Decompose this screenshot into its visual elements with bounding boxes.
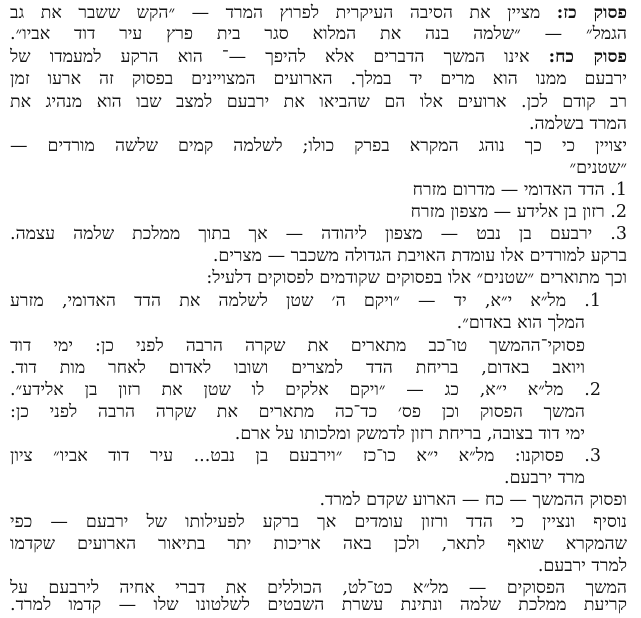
text-line-1: פסוק כז: מציין את הסיבה העיקרית לפרוץ המרד — ״הקש ששבר את גב — [10, 3, 627, 23]
text-line-22: מרד ירבעם. — [504, 468, 585, 488]
sub-item-1: 1. מל״א י״א, יד — ״ויקם ה׳ שטן לשלמה את הדד האדומי, מזרע — [10, 291, 601, 311]
text-line-16: פסוקי־ההמשך טו־כב מתארים את שקרה הרבה לפני כן: ימי דוד — [10, 336, 585, 356]
list-item-2: 2. רזון בן אלידע — מצפון מזרח — [410, 202, 627, 222]
sub-item-2: 2. מל״א י״א, כג — ״ויקם אלקים לו שטן את רזון בן אלידע״. — [10, 380, 601, 400]
verse-label-28: פסוק כח: — [548, 47, 627, 67]
text-line-20: ימי דוד בצובה, בריחת רזון לדמשק ומלכותו על ארם. — [234, 424, 585, 444]
text-line-7: יצויין כי כך נוהג המקרא בפרק כולו; לשלמה קמים שלשה מורדים — — [10, 136, 627, 156]
text-line-27: המשך הפסוקים — מל״א כט־לט, הכוללים את דברי אחיה לירבעם על — [10, 578, 627, 598]
list-item-3: 3. ירבעם בן נבט — מצפון ליהודה — אך בתוך ממלכת שלמה עצמה. — [10, 224, 627, 244]
text-line-6: המרד בשלמה. — [528, 114, 627, 134]
text-line-25: שהמקרא שואף לתאר, ולכן באה אריכות יתר בתיאור הארועים שקדמו — [10, 534, 627, 554]
list-item-1: 1. הדד האדומי — מדרום מזרח — [412, 180, 627, 200]
text-line-26: למרד ירבעם. — [537, 556, 627, 576]
text-line-19: המשך הפסוק וכן פס׳ כד־כה מתארים את שקרה הרבה לפני כן: — [10, 402, 585, 422]
text-line-8: ״שטנים״ — [569, 158, 627, 178]
text-line-15: המלך הוא באדום״. — [456, 313, 585, 333]
verse-label-27: פסוק כז: — [556, 3, 627, 23]
text-line-12: ברקע למורדים אלו עומדת האויבת הגדולה משכבר — מצרים. — [212, 246, 627, 266]
text-line-2: הגמל״ — ״שלמה בנה את המלוא סגר בית פרץ עיר דוד אביו״. — [10, 24, 627, 44]
text-line-17: ויואב באדום, בריחת הדד למצרים ושובו לאדום לאחר מות דוד. — [10, 358, 585, 378]
text-line-24: נוסיף ונציין כי הדד ורזון עומדים אך ברקע לפעילותו של ירבעם — כפי — [10, 512, 627, 532]
text-line-4: ירבעם ממנו הוא מרים יד במלך. הארועים המצויינים בפסוק זה ארעו זמן — [10, 69, 627, 89]
text-line-5: רב קודם לכן. ארועים אלו הם שהביאו את ירבעם למצב שבו הוא מנהיג את — [10, 92, 627, 112]
text-line-13: וכך מתוארים ״שטנים״ אלו בפסוקים שקודמים לפסוקים דלעיל: — [206, 268, 627, 288]
text-line-28: קריעת ממלכת שלמה ונתינת עשרת השבטים לשלטונו שלו — קדמו למרד. — [10, 595, 627, 615]
text-line-23: ופסוק ההמשך — כח — הארוע שקדם למרד. — [319, 490, 627, 510]
sub-item-3: 3. פסוקנו: מל״א י״א כו־כז ״וירבעם בן נבט... עיר דוד אביו״ ציון — [10, 446, 601, 466]
text-line-3: פסוק כח: אינו המשך הדברים אלא להיפך —־ הוא הרקע למעמדו של — [10, 47, 627, 67]
